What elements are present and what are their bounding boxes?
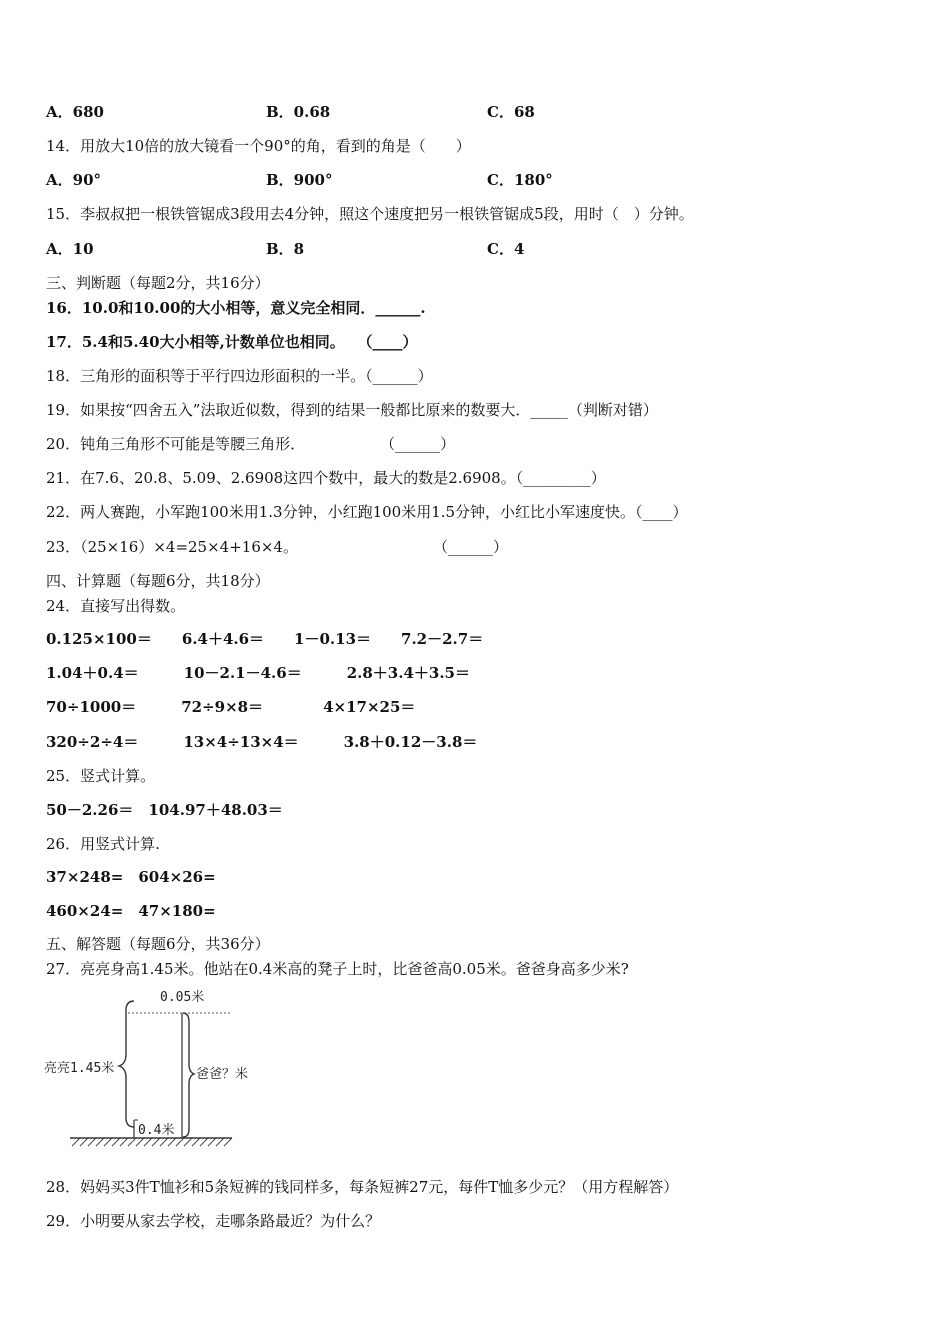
right-brace xyxy=(183,1013,194,1137)
q21-text: 21．在7.6、20.8、5.09、2.6908这四个数中，最大的数是2.6908。（_________） xyxy=(46,469,606,487)
height-diagram xyxy=(42,986,262,1152)
q25-title: 25．竖式计算。 xyxy=(46,767,156,785)
q23-text: 23．（25×16）×4=25×4+16×4。 （______） xyxy=(46,538,508,556)
fig-label-left: 亮亮1.45米 xyxy=(44,1061,115,1076)
q25-row: 50－2.26＝ 104.97＋48.03＝ xyxy=(46,801,283,819)
q13-option-b: B．0.68 xyxy=(266,103,331,121)
q14-option-a: A．90° xyxy=(46,171,102,189)
q26-row: 37×248= 604×26= xyxy=(46,868,216,886)
q14-option-b: B．900° xyxy=(266,171,333,189)
q22-text: 22．两人赛跑，小军跑100米用1.3分钟，小红跑100米用1.5分钟，小红比小军速度快。（____） xyxy=(46,503,688,521)
q24-row: 1.04＋0.4＝ 10－2.1－4.6＝ 2.8＋3.4＋3.5＝ xyxy=(46,664,470,682)
q19-text: 19．如果按“四舍五入”法取近似数，得到的结果一般都比原来的数要大．_____（判断对错） xyxy=(46,401,658,419)
q24-row: 320÷2÷4＝ 13×4÷13×4＝ 3.8＋0.12－3.8＝ xyxy=(46,733,478,751)
q18-text: 18．三角形的面积等于平行四边形面积的一半。（______） xyxy=(46,367,433,385)
q16-text: 16．10.0和10.00的大小相等，意义完全相同．______. xyxy=(46,299,426,317)
fig-label-bottom: 0.4米 xyxy=(138,1123,175,1138)
q13-option-a: A．680 xyxy=(46,103,104,121)
section-5-heading: 五、解答题（每题6分，共36分） xyxy=(46,935,270,953)
q27-text: 27．亮亮身高1.45米。他站在0.4米高的凳子上时，比爸爸高0.05米。爸爸身高多少米? xyxy=(46,960,629,978)
ground-hatch xyxy=(72,1138,232,1146)
q26-row: 460×24= 47×180= xyxy=(46,902,216,920)
q26-title: 26．用竖式计算. xyxy=(46,835,160,853)
section-4-heading: 四、计算题（每题6分，共18分） xyxy=(46,572,270,590)
q24-title: 24．直接写出得数。 xyxy=(46,597,186,615)
q24-row: 70÷1000＝ 72÷9×8＝ 4×17×25＝ xyxy=(46,698,416,716)
left-brace xyxy=(119,1001,134,1127)
q15-text: 15．李叔叔把一根铁管锯成3段用去4分钟，照这个速度把另一根铁管锯成5段，用时（ ）分钟。 xyxy=(46,205,694,223)
q24-row: 0.125×100＝ 6.4＋4.6＝ 1－0.13＝ 7.2－2.7＝ xyxy=(46,630,484,648)
q15-option-a: A．10 xyxy=(46,240,94,258)
section-3-heading: 三、判断题（每题2分，共16分） xyxy=(46,274,270,292)
q15-option-b: B．8 xyxy=(266,240,305,258)
q20-text: 20．钝角三角形不可能是等腰三角形． （______） xyxy=(46,435,456,453)
q28-text: 28．妈妈买3件T恤衫和5条短裤的钱同样多，每条短裤27元，每件T恤多少元？（用方程解答） xyxy=(46,1178,679,1196)
q13-option-c: C．68 xyxy=(487,103,535,121)
q17-text: 17．5.4和5.40大小相等,计数单位也相同。 （____） xyxy=(46,333,418,351)
q14-option-c: C．180° xyxy=(487,171,553,189)
fig-label-right: 爸爸？米 xyxy=(196,1067,249,1082)
q29-text: 29．小明要从家去学校，走哪条路最近？为什么？ xyxy=(46,1212,381,1230)
fig-label-top: 0.05米 xyxy=(160,990,205,1005)
q15-option-c: C．4 xyxy=(487,240,525,258)
q14-text: 14．用放大10倍的放大镜看一个90°的角，看到的角是（ ） xyxy=(46,137,471,155)
